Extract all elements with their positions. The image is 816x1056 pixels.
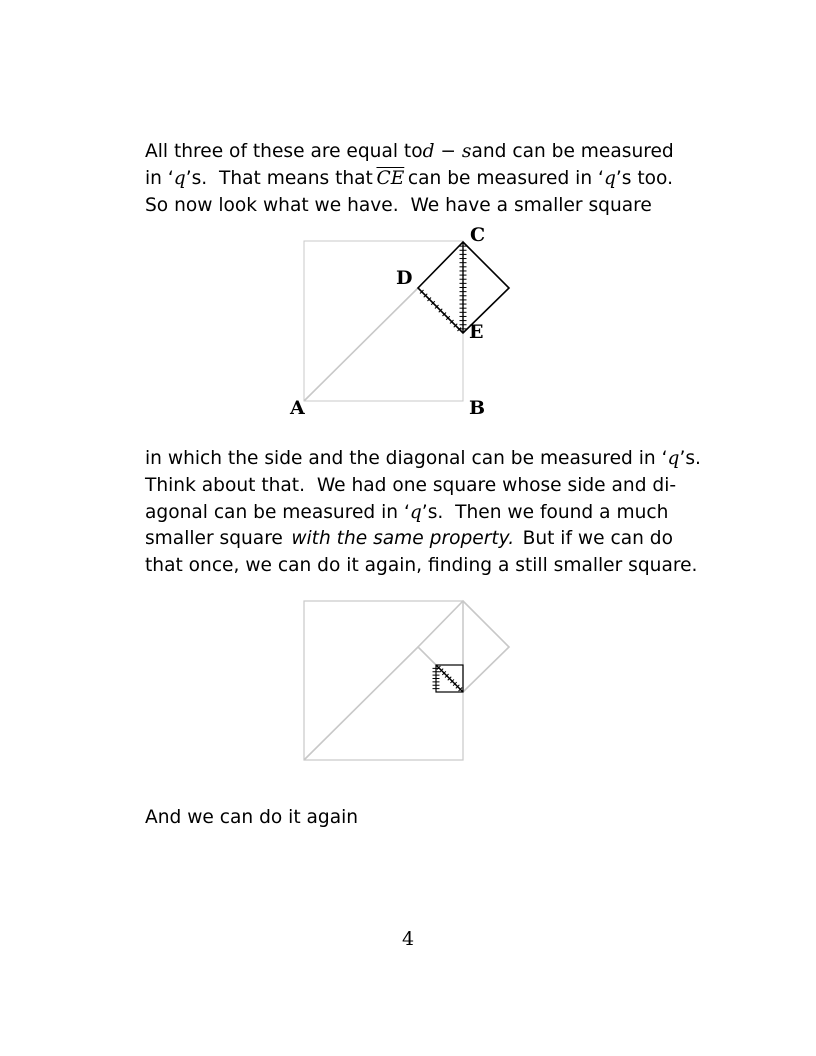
text-run: So now look what we have. We have a smaller square [145, 194, 652, 216]
outer-square-faded [304, 601, 509, 760]
text-fragment: in which the side and the diagonal can be measured in ‘ [145, 448, 668, 469]
math-q: q [409, 501, 422, 523]
paragraph-3 [145, 805, 673, 832]
math-q: q [173, 167, 186, 189]
text-fragment: agonal can be measured in ‘ [145, 501, 410, 523]
text-run: smaller square [145, 528, 283, 550]
label-b: B [469, 397, 486, 419]
text-run: All three of these are equal to [145, 141, 423, 162]
page-number: 4 [401, 928, 415, 950]
emphasis-text: with the same property. [291, 528, 515, 550]
text-fragment: can be measured in ‘ [407, 167, 604, 189]
text-fragment: ’s. [679, 448, 701, 469]
math-q: q [667, 448, 680, 469]
paragraph-3-line-1 [145, 805, 673, 832]
text-run: and can be measured [471, 141, 674, 162]
text-run: that once, we can do it again, finding a still smaller square. [145, 555, 698, 577]
text-fragment: ’s. That means that [185, 167, 373, 189]
text-fragment: in ‘ [145, 167, 174, 189]
label-d: D [396, 267, 413, 289]
label-c: C [470, 224, 486, 246]
math-q: q [603, 167, 616, 189]
text-run: But if we can do [522, 528, 673, 550]
text-run: And we can do it again [145, 807, 359, 828]
label-e: E [469, 321, 484, 343]
text-fragment: ’s. Then we found a much [421, 501, 669, 523]
smallest-side-ticks [433, 668, 440, 688]
math-segment-ce: $\overline{CE}$ [376, 167, 405, 189]
math-d-minus-s: d − s [422, 141, 472, 162]
label-a: A [290, 397, 305, 419]
text-fragment: ’s too. [615, 167, 673, 189]
text-run: Think about that. We had one square whose side and di- [145, 474, 677, 496]
